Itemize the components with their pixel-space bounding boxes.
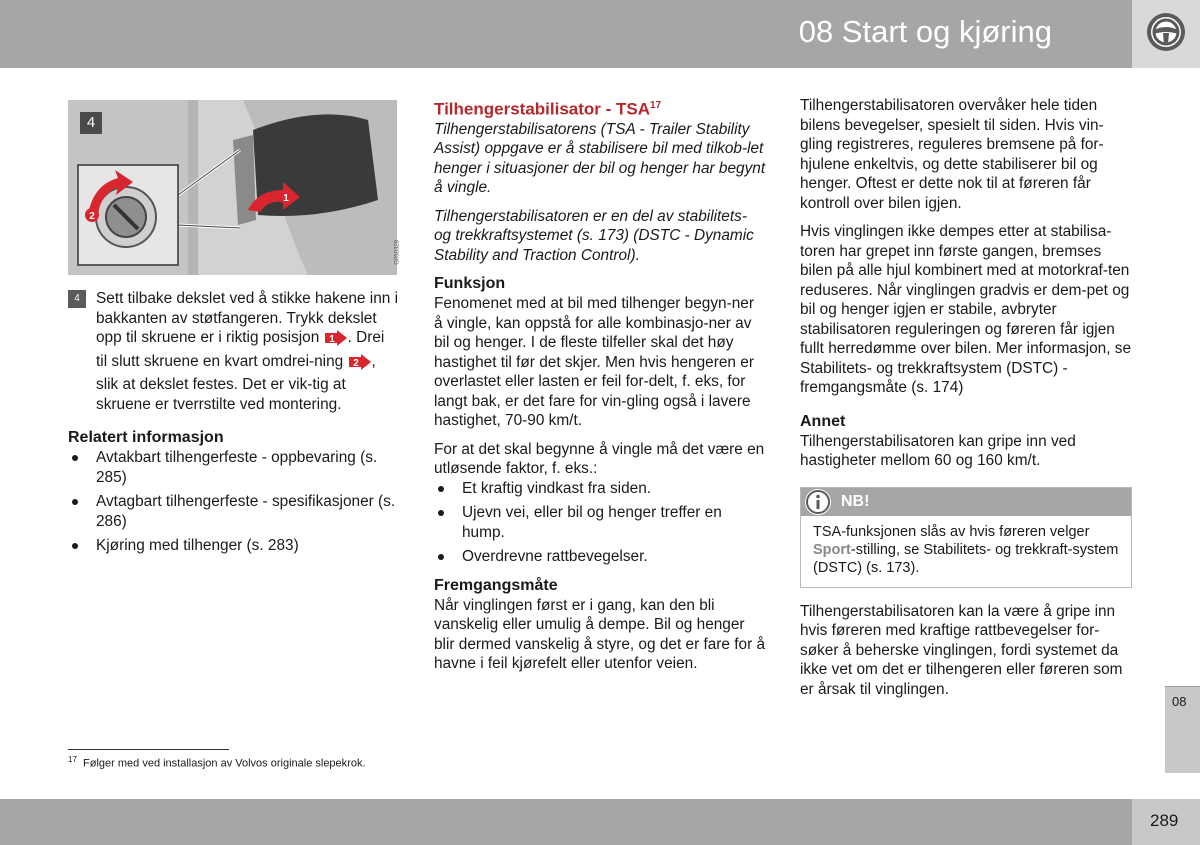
footnote [68, 755, 366, 770]
footnote-ref: 17 [650, 100, 662, 111]
step-text-part-b: . Drei til slutt skruene en kvart omdrei-ning [96, 329, 385, 370]
steering-wheel-icon [1145, 11, 1187, 53]
nb-text-b: -stilling, se Stabilitets- og trekkraft-system (DSTC) (s. 173). [813, 541, 1119, 576]
funksjon-heading: Funksjon [434, 275, 506, 293]
right-paragraph-2: Hvis vinglingen ikke dempes etter at stabilisa-toren har grepet inn første gangen, bremses bilen på alle hjul kombinert med at motorkraf-ten reduseres. Når vinglingen gradvis er dem-pet og bil og henger igjen er stabile, avbryter stabilisatoren reguleringen og føreren får igjen fullt herredømme over bilen. Mer informasjon, se Stabilitets- og trekkraftsystem (DSTC) - fremgangsmåte (s. 174) [800, 223, 1132, 396]
right-paragraph-3: Tilhengerstabilisatoren kan la være å gripe inn hvis føreren med kraftige rattbevegelser for-søker å beherske vinglingen, fordi systemet da ikke vet om det er tilhengeren eller føreren som er årsak til vinglingen. [800, 602, 1123, 698]
nb-text-a: TSA-funksjonen slås av hvis føreren velger [813, 523, 1090, 540]
footnote-divider [68, 749, 229, 750]
annet-heading: Annet [800, 412, 846, 430]
trigger-intro: For at det skal begynne å vingle må det være en utløsende faktor, f. eks.: [434, 440, 765, 478]
chapter-tab [1165, 686, 1200, 773]
bumper-cover-illustration [68, 100, 397, 275]
footnote-text: Følger med ved installasjon av Volvos originale slepekrok. [83, 757, 366, 770]
chapter-tab-label: 08 [1172, 694, 1187, 709]
left-column [68, 96, 401, 561]
page-number: 289 [1150, 811, 1179, 830]
step-number-badge: 4 [68, 290, 86, 308]
method-heading: Fremgangsmåte [434, 576, 558, 594]
callout-1-arrow-icon [325, 330, 347, 352]
sport-mode-label: Sport [813, 541, 851, 558]
funksjon-paragraph: Fenomenet med at bil med tilhenger begyn-ner å vingle, kan oppstå for alle kombinasjo-ner av bil og henger. I de fleste tilfeller skal det høy hastighet til før det skjer. Men hvis hengeren er overlastet eller lasten er feil for-delt, f. eks, for langt bak, er det fare for vin-gling også i lavere hastighet, 70-90 km/t. [434, 295, 754, 430]
middle-column [434, 96, 766, 674]
figure-number-badge: 4 [80, 112, 102, 134]
nb-body [801, 516, 1131, 587]
nb-label: NB! [841, 492, 870, 510]
chapter-title: 08 Start og kjøring [798, 14, 1052, 49]
step-4 [68, 289, 398, 414]
installation-figure [68, 100, 401, 275]
figure-code: G050328 [395, 240, 401, 265]
step-text [96, 289, 398, 414]
nb-header [801, 488, 1131, 516]
nb-note-box [800, 487, 1132, 588]
svg-text:1: 1 [283, 193, 289, 204]
section-title: Tilhengerstabilisator - TSA$^{17}$ [434, 99, 662, 119]
info-icon [805, 489, 831, 515]
footer-band [0, 799, 1200, 845]
list-item: Ujevn vei, eller bil og henger treffer en hump. [434, 503, 766, 542]
footnote-number: 17 [68, 755, 77, 764]
svg-text:2: 2 [89, 211, 95, 222]
related-link[interactable]: Kjøring med tilhenger (s. 283) [68, 536, 398, 556]
svg-text:2: 2 [352, 357, 359, 369]
related-info-list [68, 448, 398, 556]
trigger-list [434, 479, 766, 567]
related-info-heading: Relatert informasjon [68, 429, 224, 446]
list-item: Overdrevne rattbevegelser. [434, 547, 766, 567]
list-item: Et kraftig vindkast fra siden. [434, 479, 766, 499]
related-link[interactable]: Avtakbart tilhengerfeste - oppbevaring (s. 285) [68, 448, 398, 487]
right-column [800, 96, 1132, 699]
related-link[interactable]: Avtagbart tilhengerfeste - spesifikasjoner (s. 286) [68, 492, 398, 531]
step-text-part-a: Sett tilbake dekslet ved å stikke hakene inn i bakkanten av støtfangeren. Trykk dekslet opp til skruene er i riktig posisjon [96, 290, 399, 346]
right-paragraph-1: Tilhengerstabilisatoren overvåker hele tiden bilens bevegelser, spesielt til siden. Hvis vin-gling registreres, reguleres bremsene på for-hjulene enkeltvis, og dette stabiliserer bil og henger. Oftest er dette nok til at føreren får kontroll over bilen igjen. [800, 97, 1104, 212]
callout-2-arrow-icon [349, 354, 371, 376]
method-paragraph: Når vinglingen først er i gang, kan den bli vanskelig eller umulig å dempe. Bil og henger blir dermed vanskelig å styre, og det er fare for å havne i feil kjørefelt eller utenfor veien. [434, 596, 766, 673]
page-number-box [1132, 799, 1200, 845]
header-band [0, 0, 1132, 68]
header-icon-box [1132, 0, 1200, 68]
step-text-part-c: , slik at dekslet festes. Det er vik-tig at skruene er tverrstilte ved montering. [96, 352, 376, 413]
svg-text:1: 1 [328, 334, 335, 345]
annet-paragraph: Tilhengerstabilisatoren kan gripe inn ved hastigheter mellom 60 og 160 km/t. [800, 432, 1076, 469]
intro-paragraph-2: Tilhengerstabilisatoren er en del av stabilitets- og trekkraftsystemet (s. 173) (DSTC - Dynamic Stability and Traction Control). [434, 207, 754, 264]
intro-paragraph-1: Tilhengerstabilisatorens (TSA - Trailer Stability Assist) oppgave er å stabilisere bil med tilkob-let henger i situasjoner der bil og henger har begynt å vingle. [434, 120, 766, 197]
